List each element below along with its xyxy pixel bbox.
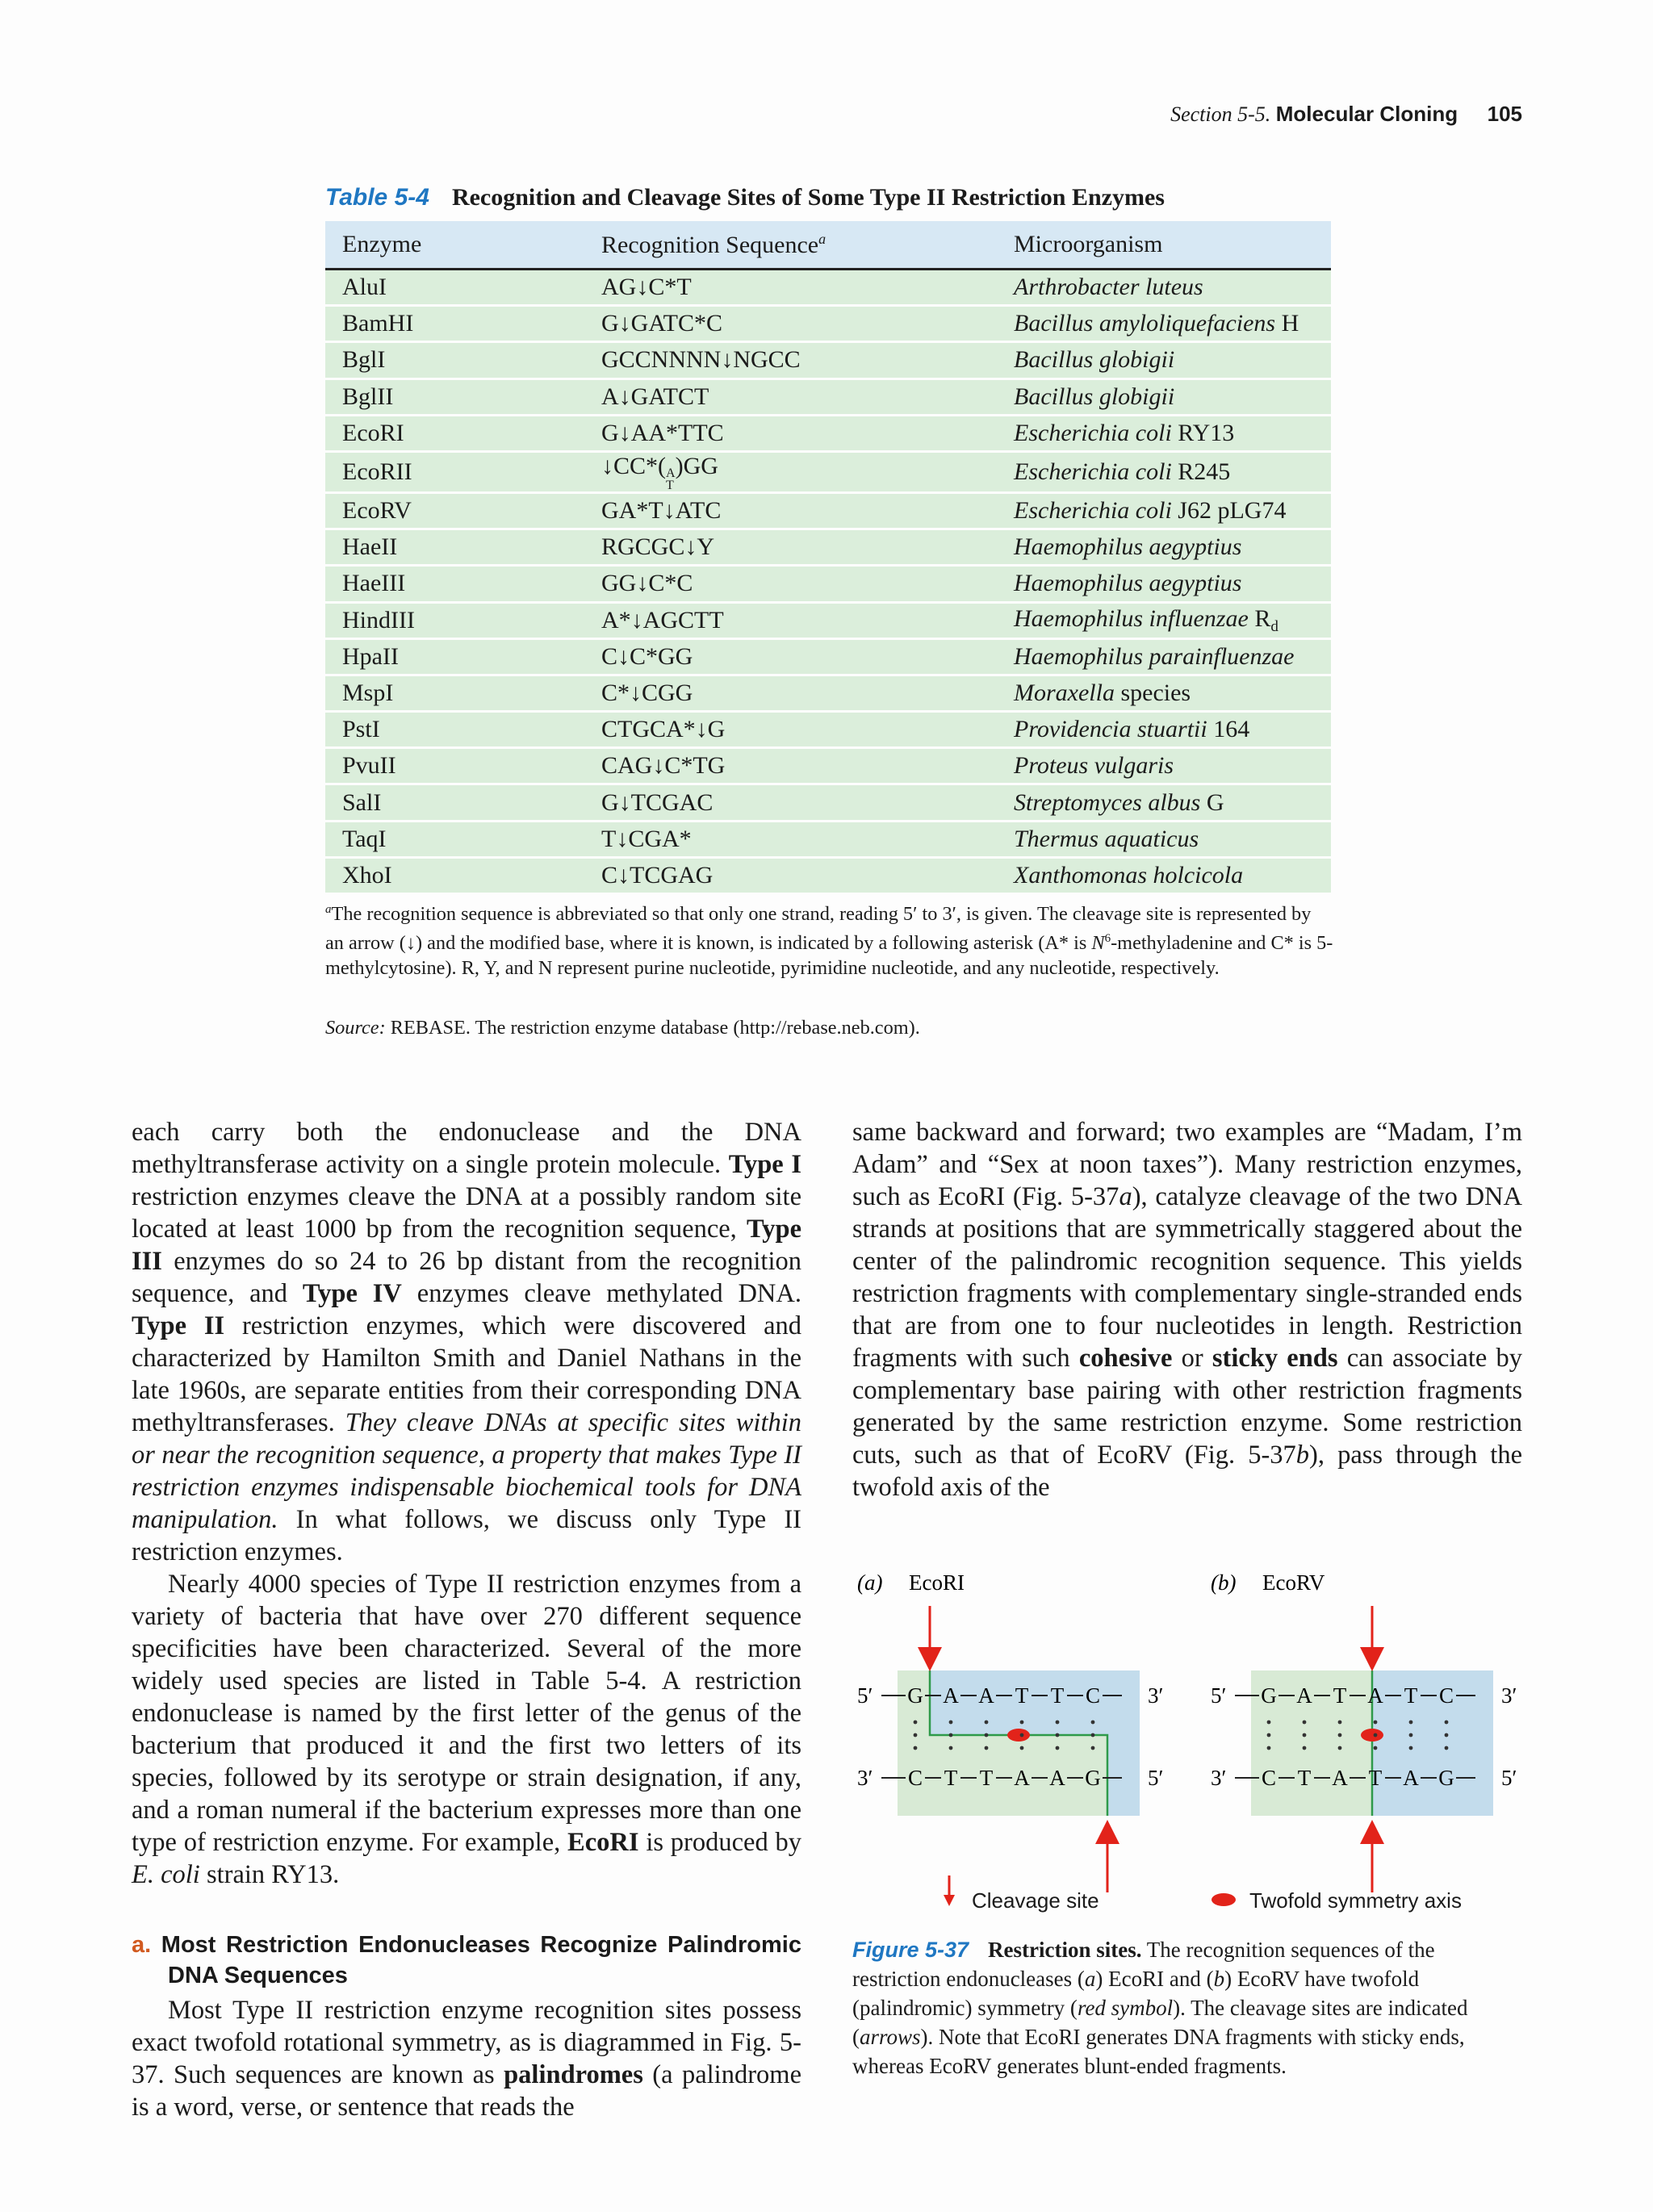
panel-b-name: EcoRV	[1262, 1570, 1325, 1595]
end-label-5prime: 5′	[1148, 1766, 1164, 1790]
base-pair-dot	[985, 1721, 989, 1725]
figure-caption: Figure 5-37 Restriction sites. The recognition sequences of the restriction endonucleases (a) EcoRI and (b) EcoRV have twofold (palindromic) symmetry (red symbol). The cleavage sites are indicated (arrows). Note that EcoRI generates DNA fragments with sticky ends, whereas EcoRV generates blunt-ended fragments.	[852, 1938, 1468, 2078]
enzyme-cell: BglII	[325, 378, 584, 415]
microorganism-cell: Thermus aquaticus	[997, 821, 1331, 857]
base-pair-dot	[1267, 1746, 1271, 1750]
sequence-cell: G↓TCGAC	[584, 784, 997, 821]
end-label-5prime: 5′	[1211, 1683, 1227, 1708]
sequence-cell: C↓C*GG	[584, 638, 997, 675]
enzyme-cell: EcoRI	[325, 415, 584, 451]
panel-b-blue-half	[1372, 1670, 1493, 1816]
enzyme-cell: TaqI	[325, 821, 584, 857]
table-title: Recognition and Cleavage Sites of Some Type II Restriction Enzymes	[451, 184, 1165, 211]
bottom-strand-base: T	[1297, 1766, 1312, 1790]
table-row	[325, 415, 1331, 451]
top-strand-base: G	[907, 1683, 923, 1708]
base-pair-dot	[1374, 1746, 1378, 1750]
end-label-3prime: 3′	[1501, 1683, 1517, 1708]
bottom-strand-base: A	[1332, 1766, 1348, 1790]
figure-5-37	[847, 1566, 1525, 1921]
top-strand-base: G	[1261, 1683, 1277, 1708]
enzyme-cell: BamHI	[325, 306, 584, 342]
bottom-strand-base: G	[1085, 1766, 1101, 1790]
microorganism-cell: Escherichia coli RY13	[997, 415, 1331, 451]
end-label-5prime: 5′	[857, 1683, 873, 1708]
microorganism-cell: Haemophilus aegyptius	[997, 566, 1331, 602]
panel-a-name: EcoRI	[909, 1570, 965, 1595]
left-column	[132, 1116, 801, 2123]
sequence-cell: ↓CC*( A T )GG	[584, 451, 997, 492]
enzyme-cell: XhoI	[325, 857, 584, 893]
twofold-axis-symbol-a	[1007, 1729, 1030, 1742]
bottom-strand-base: A	[1049, 1766, 1065, 1790]
base-pair-dot	[1445, 1746, 1449, 1750]
microorganism-cell: Arthrobacter luteus	[997, 270, 1331, 306]
enzyme-table	[325, 221, 1331, 895]
enzyme-cell: EcoRII	[325, 451, 584, 492]
twofold-axis-icon	[1209, 1892, 1238, 1908]
sequence-cell: GG↓C*C	[584, 566, 997, 602]
base-pair-dot	[1409, 1746, 1413, 1750]
panel-a-letter: (a)	[857, 1570, 883, 1595]
panel-a-ecori	[857, 1570, 1163, 1892]
section-heading: a. Most Restriction Endonucleases Recognize Palindromic DNA Sequences	[132, 1932, 801, 1988]
bottom-strand-base: T	[979, 1766, 994, 1790]
table-row	[325, 306, 1331, 342]
base-pair-dot	[1020, 1746, 1024, 1750]
microorganism-cell: Bacillus globigii	[997, 342, 1331, 378]
header-enzyme: Enzyme	[325, 221, 584, 270]
page-number: 105	[1487, 102, 1522, 126]
enzyme-cell: AluI	[325, 270, 584, 306]
legend-cleavage-site: Cleavage site	[972, 1888, 1099, 1913]
base-pair-dot	[1338, 1746, 1342, 1750]
table-row	[325, 857, 1331, 893]
base-pair-dot	[1303, 1746, 1307, 1750]
sequence-cell: CTGCA*↓G	[584, 712, 997, 748]
base-pair-dot	[949, 1746, 953, 1750]
top-strand-base: T	[1333, 1683, 1347, 1708]
bottom-strand-base: A	[1014, 1766, 1030, 1790]
microorganism-cell: Proteus vulgaris	[997, 748, 1331, 784]
base-pair-dot	[1091, 1746, 1095, 1750]
microorganism-cell: Moraxella species	[997, 675, 1331, 711]
table-footnote: $^a$The recognition sequence is abbreviated so that only one strand, reading 5′ to 3′, is given. The cleavage site is represented by an arrow (↓) and the modified base, where it is known, is indicated by a following asterisk (A* is $N^6$-methyladenine and C* is 5-methylcytosine). R, Y, and N represent purine nucleotide, pyrimidine nucleotide, and any nucleotide, respectively.	[325, 903, 1333, 980]
top-strand-base: C	[1438, 1683, 1454, 1708]
top-strand-base: A	[1296, 1683, 1312, 1708]
panel-b-letter: (b)	[1211, 1570, 1237, 1595]
base-pair-dot	[1445, 1733, 1449, 1737]
microorganism-cell: Haemophilus parainfluenzae	[997, 638, 1331, 675]
table-row	[325, 712, 1331, 748]
sequence-cell: AG↓C*T	[584, 270, 997, 306]
section-label: Section 5-5.	[1170, 102, 1271, 126]
right-column	[852, 1116, 1522, 1503]
enzyme-cell: BglI	[325, 342, 584, 378]
base-pair-dot	[914, 1746, 918, 1750]
cleavage-site-icon	[941, 1875, 957, 1908]
enzyme-cell: PvuII	[325, 748, 584, 784]
base-pair-dot	[1374, 1721, 1378, 1725]
top-strand-base: A	[978, 1683, 994, 1708]
table-row	[325, 748, 1331, 784]
microorganism-cell: Haemophilus influenzae $R_d$	[997, 602, 1331, 638]
base-pair-dot	[1338, 1733, 1342, 1737]
base-pair-dot	[949, 1733, 953, 1737]
enzyme-cell: HpaII	[325, 638, 584, 675]
base-pair-dot	[1091, 1733, 1095, 1737]
table-row	[325, 342, 1331, 378]
microorganism-cell: Streptomyces albus G	[997, 784, 1331, 821]
table-row	[325, 821, 1331, 857]
base-pair-dot	[1374, 1733, 1378, 1737]
table-row	[325, 784, 1331, 821]
base-pair-dot	[1303, 1721, 1307, 1725]
table-row	[325, 492, 1331, 529]
table-caption	[325, 184, 1165, 211]
header-recognition-sequence: Recognition Sequence$^a$	[584, 221, 997, 270]
bottom-strand-base: C	[907, 1766, 923, 1790]
base-pair-dot	[1303, 1733, 1307, 1737]
base-pair-dot	[1338, 1721, 1342, 1725]
table-row	[325, 378, 1331, 415]
microorganism-cell: Bacillus amyloliquefaciens H	[997, 306, 1331, 342]
sequence-cell: G↓AA*TTC	[584, 415, 997, 451]
table-row	[325, 451, 1331, 492]
table-header-row	[325, 221, 1331, 270]
sequence-cell: T↓CGA*	[584, 821, 997, 857]
microorganism-cell: Escherichia coli J62 pLG74	[997, 492, 1331, 529]
base-pair-dot	[1267, 1733, 1271, 1737]
enzyme-cell: EcoRV	[325, 492, 584, 529]
paragraph: Nearly 4000 species of Type II restriction enzymes from a variety of bacteria that have over 270 different sequence specificities have been characterized. Several of the more widely used species are listed in Table 5-4. A restriction endonuclease is named by the first letter of the genus of the bacterium that produced it and the first two letters of its species, followed by its serotype or strain designation, if any, and a roman numeral if the bacterium expresses more than one type of restriction enzyme. For example, EcoRI is produced by E. coli strain RY13.	[132, 1570, 801, 1889]
sequence-cell: RGCGC↓Y	[584, 529, 997, 566]
base-pair-dot	[1020, 1733, 1024, 1737]
end-label-3prime: 3′	[1211, 1766, 1227, 1790]
top-strand-base: T	[1050, 1683, 1065, 1708]
base-pair-dot	[985, 1746, 989, 1750]
section-title: Molecular Cloning	[1275, 102, 1458, 126]
base-pair-dot	[1056, 1721, 1060, 1725]
running-header	[1170, 102, 1522, 127]
base-pair-dot	[949, 1721, 953, 1725]
paragraph: each carry both the endonuclease and the DNA methyltransferase activity on a single protein molecule. Type I restriction enzymes cleave the DNA at a possibly random site located at least 1000 bp from the recognition sequence, Type III enzymes do so 24 to 26 bp distant from the recognition sequence, and Type IV enzymes cleave methylated DNA. Type II restriction enzymes, which were discovered and characterized by Hamilton Smith and Daniel Nathans in the late 1960s, are separate entities from their corresponding DNA methyltransferases. They cleave DNAs at specific sites within or near the recognition sequence, a property that makes Type II restriction enzymes indispensable biochemical tools for DNA manipulation. In what follows, we discuss only Type II restriction enzymes.	[132, 1118, 802, 1566]
enzyme-cell: PstI	[325, 712, 584, 748]
table-row	[325, 566, 1331, 602]
base-pair-dot	[1267, 1721, 1271, 1725]
end-label-3prime: 3′	[1148, 1683, 1164, 1708]
table-number: Table 5-4	[325, 184, 429, 211]
top-strand-base: T	[1404, 1683, 1418, 1708]
table-body	[325, 270, 1331, 894]
base-pair-dot	[914, 1721, 918, 1725]
base-pair-dot	[1056, 1733, 1060, 1737]
microorganism-cell: Providencia stuartii 164	[997, 712, 1331, 748]
top-strand-base: T	[1015, 1683, 1029, 1708]
enzyme-cell: SalI	[325, 784, 584, 821]
enzyme-cell: HaeII	[325, 529, 584, 566]
microorganism-cell: Xanthomonas holcicola	[997, 857, 1331, 893]
sequence-cell: GCCNNNN↓NGCC	[584, 342, 997, 378]
table-row	[325, 529, 1331, 566]
sequence-cell: C*↓CGG	[584, 675, 997, 711]
top-strand-base: C	[1085, 1683, 1101, 1708]
base-pair-dot	[1056, 1746, 1060, 1750]
end-label-5prime: 5′	[1501, 1766, 1517, 1790]
sequence-cell: A↓GATCT	[584, 378, 997, 415]
microorganism-cell: Bacillus globigii	[997, 378, 1331, 415]
sequence-cell: G↓GATC*C	[584, 306, 997, 342]
base-pair-dot	[985, 1733, 989, 1737]
enzyme-cell: MspI	[325, 675, 584, 711]
bottom-strand-base: A	[1403, 1766, 1419, 1790]
header-microorganism: Microorganism	[997, 221, 1331, 270]
top-strand-base: A	[943, 1683, 959, 1708]
panel-b-ecorv	[1211, 1570, 1517, 1892]
table-row	[325, 270, 1331, 306]
bottom-strand-base: T	[944, 1766, 958, 1790]
microorganism-cell: Haemophilus aegyptius	[997, 529, 1331, 566]
table-row	[325, 638, 1331, 675]
bottom-strand-base: T	[1368, 1766, 1383, 1790]
bottom-strand-base: C	[1261, 1766, 1277, 1790]
sequence-cell: A*↓AGCTT	[584, 602, 997, 638]
sequence-cell: CAG↓C*TG	[584, 748, 997, 784]
base-pair-dot	[1020, 1721, 1024, 1725]
enzyme-cell: HindIII	[325, 602, 584, 638]
table-source: Source: REBASE. The restriction enzyme database (http://rebase.neb.com).	[325, 1017, 920, 1039]
twofold-axis-symbol-b	[1361, 1729, 1383, 1742]
table-row	[325, 602, 1331, 638]
base-pair-dot	[1409, 1733, 1413, 1737]
paragraph: Most Type II restriction enzyme recognition sites possess exact twofold rotational symmetry, as is diagrammed in Fig. 5-37. Such sequences are known as palindromes (a palindrome is a word, verse, or sentence that reads the	[132, 1996, 801, 2122]
legend-twofold-axis: Twofold symmetry axis	[1249, 1888, 1462, 1913]
microorganism-cell: Escherichia coli R245	[997, 451, 1331, 492]
top-strand-base: A	[1367, 1683, 1383, 1708]
sequence-cell: GA*T↓ATC	[584, 492, 997, 529]
paragraph: same backward and forward; two examples are “Madam, I’m Adam” and “Sex at noon taxes”). Many restriction enzymes, such as EcoRI (Fig. 5-37a), catalyze cleavage of the two DNA strands at positions that are symmetrically staggered about the center of the palindromic recognition sequence. This yields restriction fragments with complementary single-stranded ends that are from one to four nucleotides in length. Restriction fragments with such cohesive or sticky ends can associate by complementary base pairing with other restriction fragments generated by the same restriction enzyme. Some restriction cuts, such as that of EcoRV (Fig. 5-37b), pass through the twofold axis of the	[852, 1118, 1522, 1502]
table-row	[325, 675, 1331, 711]
base-pair-dot	[1445, 1721, 1449, 1725]
sequence-cell: C↓TCGAG	[584, 857, 997, 893]
bottom-strand-base: G	[1438, 1766, 1454, 1790]
end-label-3prime: 3′	[857, 1766, 873, 1790]
base-pair-dot	[1409, 1721, 1413, 1725]
enzyme-cell: HaeIII	[325, 566, 584, 602]
base-pair-dot	[1091, 1721, 1095, 1725]
base-pair-dot	[914, 1733, 918, 1737]
